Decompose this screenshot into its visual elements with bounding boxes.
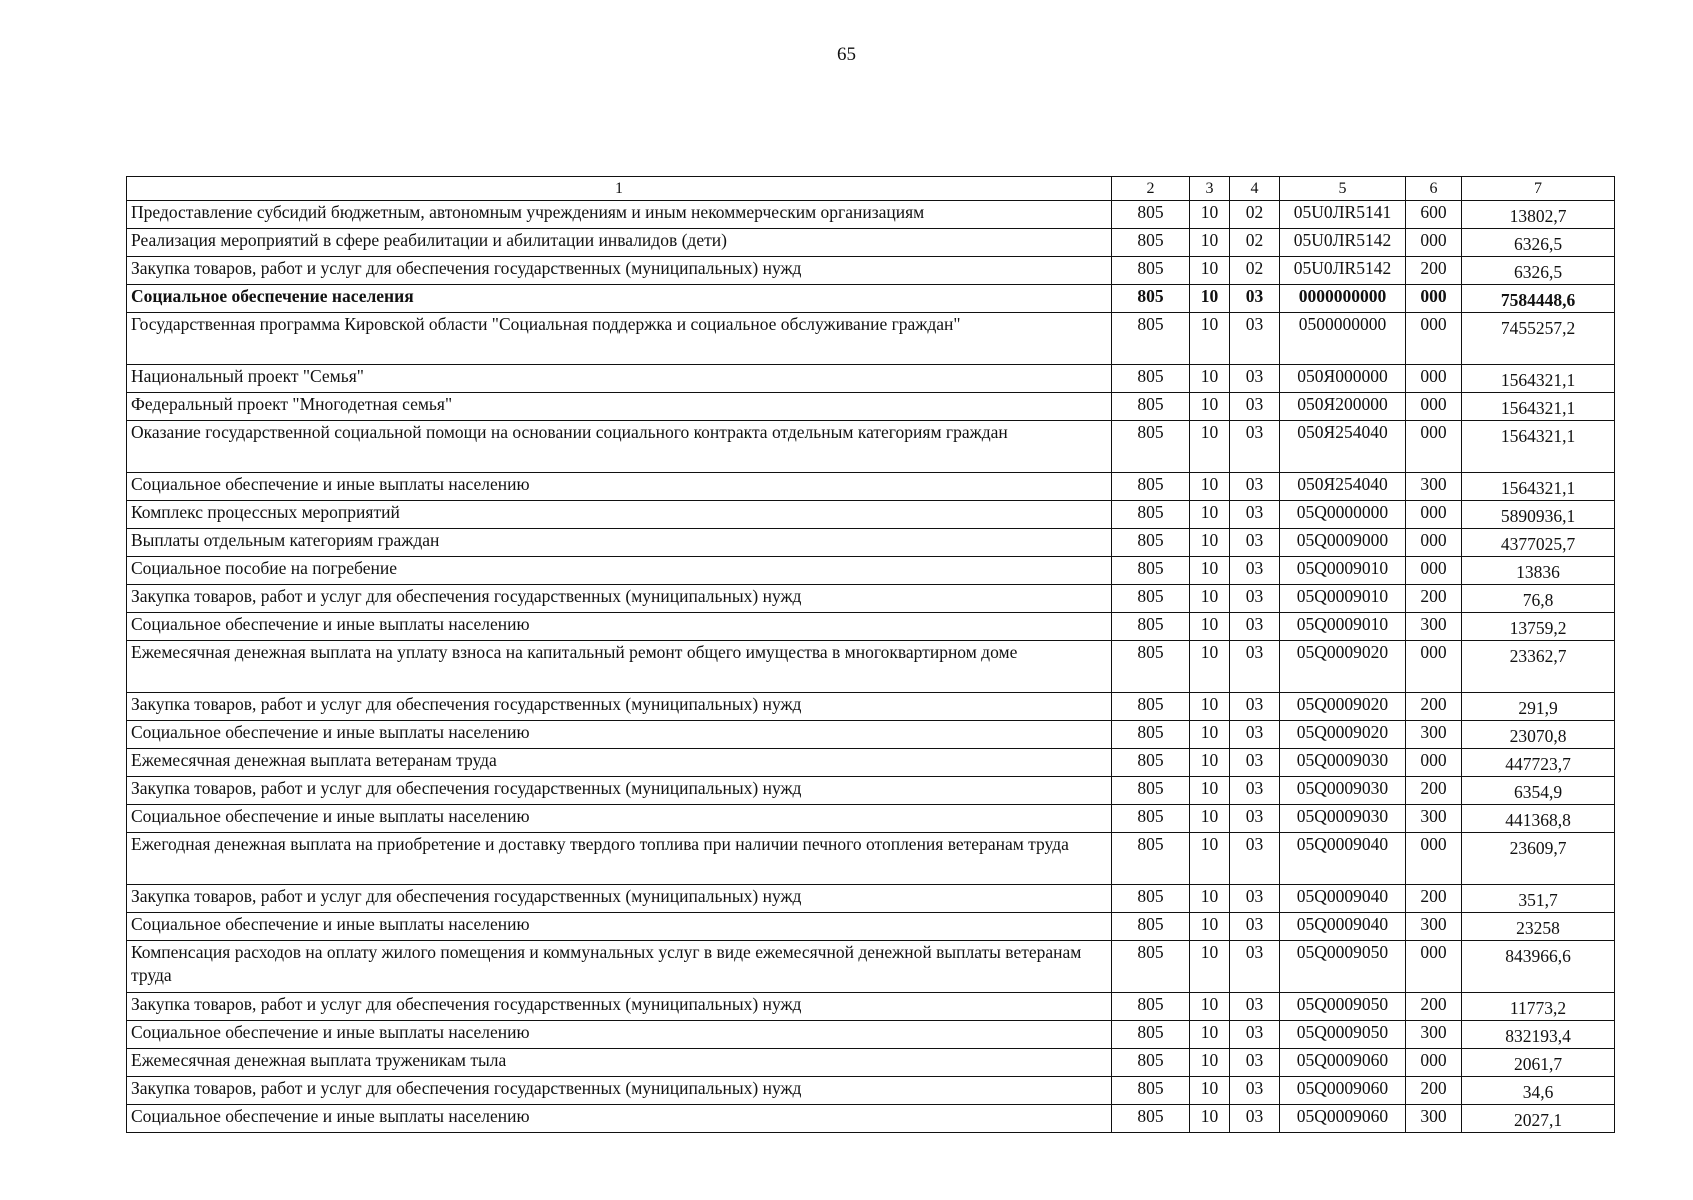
row-col-4-cell: 03 [1230, 313, 1280, 365]
row-col-7-cell: 23070,8 [1462, 721, 1615, 749]
row-col-3-cell: 10 [1190, 473, 1230, 501]
row-col-2-cell: 805 [1112, 585, 1190, 613]
row-col-2-cell: 805 [1112, 941, 1190, 993]
row-col-3-cell: 10 [1190, 313, 1230, 365]
row-col-3-cell: 10 [1190, 421, 1230, 473]
row-col-7-cell: 76,8 [1462, 585, 1615, 613]
row-col-7-cell: 13802,7 [1462, 201, 1615, 229]
row-col-3-cell: 10 [1190, 201, 1230, 229]
row-col-6-cell: 000 [1406, 557, 1462, 585]
table-row [127, 613, 1615, 641]
row-name-cell: Социальное обеспечение и иные выплаты населению [127, 721, 1112, 749]
row-col-5-cell: 050Я000000 [1280, 365, 1406, 393]
row-col-4-cell: 03 [1230, 721, 1280, 749]
row-col-5-cell: 05Q0000000 [1280, 501, 1406, 529]
row-col-5-cell: 050Я254040 [1280, 473, 1406, 501]
row-col-5-cell: 05U0ЛR5142 [1280, 229, 1406, 257]
row-name-cell: Социальное обеспечение населения [127, 285, 1112, 313]
row-name-cell: Компенсация расходов на оплату жилого помещения и коммунальных услуг в виде ежемесячной денежной выплаты ветеранам труда [127, 941, 1112, 993]
row-col-7-cell: 13759,2 [1462, 613, 1615, 641]
row-col-4-cell: 03 [1230, 749, 1280, 777]
row-col-2-cell: 805 [1112, 421, 1190, 473]
row-col-5-cell: 050Я200000 [1280, 393, 1406, 421]
header-col-3: 3 [1190, 177, 1230, 201]
row-col-4-cell: 03 [1230, 805, 1280, 833]
row-col-5-cell: 05Q0009020 [1280, 641, 1406, 693]
row-col-7-cell: 13836 [1462, 557, 1615, 585]
table-row [127, 473, 1615, 501]
row-col-6-cell: 000 [1406, 941, 1462, 993]
row-col-2-cell: 805 [1112, 749, 1190, 777]
row-col-2-cell: 805 [1112, 1021, 1190, 1049]
row-col-2-cell: 805 [1112, 365, 1190, 393]
row-col-7-cell: 4377025,7 [1462, 529, 1615, 557]
row-col-7-cell: 34,6 [1462, 1077, 1615, 1105]
row-col-6-cell: 300 [1406, 1021, 1462, 1049]
row-col-5-cell: 0500000000 [1280, 313, 1406, 365]
row-col-7-cell: 23362,7 [1462, 641, 1615, 693]
row-col-2-cell: 805 [1112, 257, 1190, 285]
row-col-3-cell: 10 [1190, 1049, 1230, 1077]
row-col-4-cell: 03 [1230, 393, 1280, 421]
table-row [127, 1049, 1615, 1077]
table-row [127, 913, 1615, 941]
row-col-5-cell: 05Q0009050 [1280, 993, 1406, 1021]
row-col-4-cell: 03 [1230, 1105, 1280, 1133]
row-name-cell: Закупка товаров, работ и услуг для обеспечения государственных (муниципальных) нужд [127, 993, 1112, 1021]
table-row [127, 257, 1615, 285]
row-col-7-cell: 447723,7 [1462, 749, 1615, 777]
row-col-3-cell: 10 [1190, 1105, 1230, 1133]
row-col-7-cell: 832193,4 [1462, 1021, 1615, 1049]
row-col-3-cell: 10 [1190, 257, 1230, 285]
row-col-7-cell: 11773,2 [1462, 993, 1615, 1021]
row-col-4-cell: 03 [1230, 941, 1280, 993]
row-col-3-cell: 10 [1190, 501, 1230, 529]
row-col-6-cell: 200 [1406, 777, 1462, 805]
row-col-7-cell: 291,9 [1462, 693, 1615, 721]
row-col-2-cell: 805 [1112, 913, 1190, 941]
table-row [127, 229, 1615, 257]
row-col-4-cell: 03 [1230, 1021, 1280, 1049]
row-col-2-cell: 805 [1112, 1105, 1190, 1133]
table-row [127, 365, 1615, 393]
row-col-7-cell: 6326,5 [1462, 257, 1615, 285]
row-name-cell: Государственная программа Кировской области "Социальная поддержка и социальное обслуживание граждан" [127, 313, 1112, 365]
budget-table [126, 176, 1615, 1133]
table-row [127, 749, 1615, 777]
table-row [127, 777, 1615, 805]
row-col-2-cell: 805 [1112, 833, 1190, 885]
row-name-cell: Ежемесячная денежная выплата ветеранам труда [127, 749, 1112, 777]
row-col-6-cell: 300 [1406, 1105, 1462, 1133]
row-col-6-cell: 200 [1406, 885, 1462, 913]
row-col-4-cell: 02 [1230, 229, 1280, 257]
header-col-7: 7 [1462, 177, 1615, 201]
row-name-cell: Предоставление субсидий бюджетным, автономным учреждениям и иным некоммерческим организациям [127, 201, 1112, 229]
row-col-2-cell: 805 [1112, 693, 1190, 721]
row-col-4-cell: 03 [1230, 777, 1280, 805]
row-col-6-cell: 000 [1406, 313, 1462, 365]
row-col-4-cell: 03 [1230, 421, 1280, 473]
row-name-cell: Социальное обеспечение и иные выплаты населению [127, 1021, 1112, 1049]
row-name-cell: Национальный проект "Семья" [127, 365, 1112, 393]
row-col-4-cell: 03 [1230, 993, 1280, 1021]
table-row [127, 529, 1615, 557]
row-col-4-cell: 03 [1230, 1077, 1280, 1105]
row-col-3-cell: 10 [1190, 557, 1230, 585]
row-col-4-cell: 03 [1230, 501, 1280, 529]
table-row [127, 557, 1615, 585]
row-col-3-cell: 10 [1190, 613, 1230, 641]
row-col-4-cell: 02 [1230, 257, 1280, 285]
row-col-7-cell: 5890936,1 [1462, 501, 1615, 529]
row-col-4-cell: 03 [1230, 529, 1280, 557]
row-col-7-cell: 1564321,1 [1462, 365, 1615, 393]
row-col-2-cell: 805 [1112, 641, 1190, 693]
row-col-5-cell: 05U0ЛR5141 [1280, 201, 1406, 229]
row-col-7-cell: 7584448,6 [1462, 285, 1615, 313]
table-row [127, 1077, 1615, 1105]
row-col-6-cell: 000 [1406, 421, 1462, 473]
row-col-3-cell: 10 [1190, 365, 1230, 393]
header-col-1: 1 [127, 177, 1112, 201]
row-col-3-cell: 10 [1190, 885, 1230, 913]
table-row [127, 421, 1615, 473]
table-row [127, 693, 1615, 721]
row-col-5-cell: 05Q0009040 [1280, 913, 1406, 941]
row-name-cell: Закупка товаров, работ и услуг для обеспечения государственных (муниципальных) нужд [127, 885, 1112, 913]
row-col-4-cell: 03 [1230, 473, 1280, 501]
row-col-5-cell: 05Q0009010 [1280, 585, 1406, 613]
row-col-3-cell: 10 [1190, 749, 1230, 777]
row-col-6-cell: 000 [1406, 833, 1462, 885]
row-col-6-cell: 200 [1406, 585, 1462, 613]
row-col-4-cell: 03 [1230, 885, 1280, 913]
row-col-3-cell: 10 [1190, 721, 1230, 749]
row-col-3-cell: 10 [1190, 833, 1230, 885]
row-col-3-cell: 10 [1190, 693, 1230, 721]
row-col-2-cell: 805 [1112, 201, 1190, 229]
row-col-5-cell: 05Q0009010 [1280, 613, 1406, 641]
row-col-6-cell: 000 [1406, 229, 1462, 257]
row-col-6-cell: 300 [1406, 913, 1462, 941]
row-col-2-cell: 805 [1112, 613, 1190, 641]
row-col-5-cell: 05Q0009000 [1280, 529, 1406, 557]
row-col-2-cell: 805 [1112, 885, 1190, 913]
row-name-cell: Социальное обеспечение и иные выплаты населению [127, 473, 1112, 501]
row-col-3-cell: 10 [1190, 913, 1230, 941]
row-col-6-cell: 000 [1406, 393, 1462, 421]
row-col-2-cell: 805 [1112, 473, 1190, 501]
table-row [127, 833, 1615, 885]
row-col-4-cell: 03 [1230, 693, 1280, 721]
row-col-2-cell: 805 [1112, 721, 1190, 749]
row-col-6-cell: 300 [1406, 721, 1462, 749]
row-col-6-cell: 200 [1406, 1077, 1462, 1105]
row-col-5-cell: 05Q0009060 [1280, 1105, 1406, 1133]
row-name-cell: Социальное обеспечение и иные выплаты населению [127, 805, 1112, 833]
row-col-7-cell: 7455257,2 [1462, 313, 1615, 365]
row-col-2-cell: 805 [1112, 285, 1190, 313]
row-col-2-cell: 805 [1112, 805, 1190, 833]
page-number: 65 [837, 44, 856, 65]
table-row [127, 1105, 1615, 1133]
row-name-cell: Закупка товаров, работ и услуг для обеспечения государственных (муниципальных) нужд [127, 777, 1112, 805]
table-row [127, 805, 1615, 833]
header-col-2: 2 [1112, 177, 1190, 201]
row-col-6-cell: 000 [1406, 285, 1462, 313]
row-name-cell: Социальное пособие на погребение [127, 557, 1112, 585]
row-name-cell: Выплаты отдельным категориям граждан [127, 529, 1112, 557]
row-col-5-cell: 050Я254040 [1280, 421, 1406, 473]
row-col-7-cell: 1564321,1 [1462, 421, 1615, 473]
row-col-2-cell: 805 [1112, 529, 1190, 557]
row-col-4-cell: 03 [1230, 585, 1280, 613]
row-col-3-cell: 10 [1190, 777, 1230, 805]
row-col-3-cell: 10 [1190, 641, 1230, 693]
row-col-4-cell: 02 [1230, 201, 1280, 229]
header-col-5: 5 [1280, 177, 1406, 201]
row-col-4-cell: 03 [1230, 285, 1280, 313]
table-row [127, 641, 1615, 693]
table-row [127, 313, 1615, 365]
row-name-cell: Социальное обеспечение и иные выплаты населению [127, 913, 1112, 941]
row-col-7-cell: 23258 [1462, 913, 1615, 941]
row-col-2-cell: 805 [1112, 1049, 1190, 1077]
row-col-7-cell: 1564321,1 [1462, 473, 1615, 501]
table-row [127, 201, 1615, 229]
row-name-cell: Закупка товаров, работ и услуг для обеспечения государственных (муниципальных) нужд [127, 1077, 1112, 1105]
row-name-cell: Социальное обеспечение и иные выплаты населению [127, 1105, 1112, 1133]
row-col-6-cell: 000 [1406, 529, 1462, 557]
row-col-4-cell: 03 [1230, 557, 1280, 585]
row-name-cell: Оказание государственной социальной помощи на основании социального контракта отдельным категориям граждан [127, 421, 1112, 473]
row-col-4-cell: 03 [1230, 613, 1280, 641]
row-col-6-cell: 200 [1406, 693, 1462, 721]
row-col-5-cell: 05Q0009030 [1280, 777, 1406, 805]
row-col-5-cell: 05Q0009030 [1280, 749, 1406, 777]
row-name-cell: Закупка товаров, работ и услуг для обеспечения государственных (муниципальных) нужд [127, 257, 1112, 285]
row-col-3-cell: 10 [1190, 805, 1230, 833]
row-col-3-cell: 10 [1190, 585, 1230, 613]
table-row [127, 285, 1615, 313]
row-col-3-cell: 10 [1190, 229, 1230, 257]
row-col-6-cell: 000 [1406, 365, 1462, 393]
row-col-6-cell: 300 [1406, 473, 1462, 501]
row-col-5-cell: 05Q0009060 [1280, 1077, 1406, 1105]
table-row [127, 1021, 1615, 1049]
table-row [127, 721, 1615, 749]
row-col-5-cell: 05U0ЛR5142 [1280, 257, 1406, 285]
row-col-3-cell: 10 [1190, 1021, 1230, 1049]
row-name-cell: Ежегодная денежная выплата на приобретение и доставку твердого топлива при наличии печного отопления ветеранам труда [127, 833, 1112, 885]
row-col-2-cell: 805 [1112, 501, 1190, 529]
row-col-5-cell: 05Q0009010 [1280, 557, 1406, 585]
row-name-cell: Закупка товаров, работ и услуг для обеспечения государственных (муниципальных) нужд [127, 693, 1112, 721]
row-col-5-cell: 05Q0009020 [1280, 721, 1406, 749]
row-col-4-cell: 03 [1230, 365, 1280, 393]
row-col-7-cell: 1564321,1 [1462, 393, 1615, 421]
row-col-6-cell: 000 [1406, 1049, 1462, 1077]
row-col-4-cell: 03 [1230, 641, 1280, 693]
row-col-3-cell: 10 [1190, 393, 1230, 421]
row-col-2-cell: 805 [1112, 993, 1190, 1021]
row-col-7-cell: 441368,8 [1462, 805, 1615, 833]
row-col-3-cell: 10 [1190, 285, 1230, 313]
row-col-7-cell: 23609,7 [1462, 833, 1615, 885]
row-col-6-cell: 000 [1406, 641, 1462, 693]
row-col-5-cell: 05Q0009050 [1280, 1021, 1406, 1049]
row-col-7-cell: 6354,9 [1462, 777, 1615, 805]
table-row [127, 393, 1615, 421]
row-col-6-cell: 300 [1406, 805, 1462, 833]
table-row [127, 885, 1615, 913]
row-col-6-cell: 300 [1406, 613, 1462, 641]
row-col-5-cell: 0000000000 [1280, 285, 1406, 313]
row-col-7-cell: 351,7 [1462, 885, 1615, 913]
row-name-cell: Реализация мероприятий в сфере реабилитации и абилитации инвалидов (дети) [127, 229, 1112, 257]
row-col-4-cell: 03 [1230, 913, 1280, 941]
row-col-7-cell: 2027,1 [1462, 1105, 1615, 1133]
row-col-3-cell: 10 [1190, 1077, 1230, 1105]
row-col-7-cell: 2061,7 [1462, 1049, 1615, 1077]
row-name-cell: Ежемесячная денежная выплата на уплату взноса на капитальный ремонт общего имущества в многоквартирном доме [127, 641, 1112, 693]
row-name-cell: Ежемесячная денежная выплата труженикам тыла [127, 1049, 1112, 1077]
row-col-3-cell: 10 [1190, 529, 1230, 557]
row-name-cell: Федеральный проект "Многодетная семья" [127, 393, 1112, 421]
row-col-6-cell: 200 [1406, 993, 1462, 1021]
row-name-cell: Закупка товаров, работ и услуг для обеспечения государственных (муниципальных) нужд [127, 585, 1112, 613]
table-body [127, 201, 1615, 1133]
row-col-5-cell: 05Q0009060 [1280, 1049, 1406, 1077]
row-col-6-cell: 000 [1406, 749, 1462, 777]
table-row [127, 585, 1615, 613]
header-col-6: 6 [1406, 177, 1462, 201]
header-col-4: 4 [1230, 177, 1280, 201]
row-col-2-cell: 805 [1112, 777, 1190, 805]
row-col-5-cell: 05Q0009020 [1280, 693, 1406, 721]
row-col-5-cell: 05Q0009040 [1280, 885, 1406, 913]
row-col-2-cell: 805 [1112, 229, 1190, 257]
table-header-row [127, 177, 1615, 201]
row-col-6-cell: 600 [1406, 201, 1462, 229]
table-row [127, 941, 1615, 993]
row-col-5-cell: 05Q0009050 [1280, 941, 1406, 993]
row-col-2-cell: 805 [1112, 1077, 1190, 1105]
row-col-2-cell: 805 [1112, 313, 1190, 365]
row-col-6-cell: 200 [1406, 257, 1462, 285]
row-col-7-cell: 843966,6 [1462, 941, 1615, 993]
row-col-5-cell: 05Q0009040 [1280, 833, 1406, 885]
table-row [127, 993, 1615, 1021]
row-col-4-cell: 03 [1230, 833, 1280, 885]
row-col-4-cell: 03 [1230, 1049, 1280, 1077]
row-col-3-cell: 10 [1190, 941, 1230, 993]
row-col-2-cell: 805 [1112, 557, 1190, 585]
row-col-6-cell: 000 [1406, 501, 1462, 529]
row-name-cell: Комплекс процессных мероприятий [127, 501, 1112, 529]
row-col-7-cell: 6326,5 [1462, 229, 1615, 257]
row-col-5-cell: 05Q0009030 [1280, 805, 1406, 833]
row-col-3-cell: 10 [1190, 993, 1230, 1021]
row-col-2-cell: 805 [1112, 393, 1190, 421]
table-row [127, 501, 1615, 529]
row-name-cell: Социальное обеспечение и иные выплаты населению [127, 613, 1112, 641]
